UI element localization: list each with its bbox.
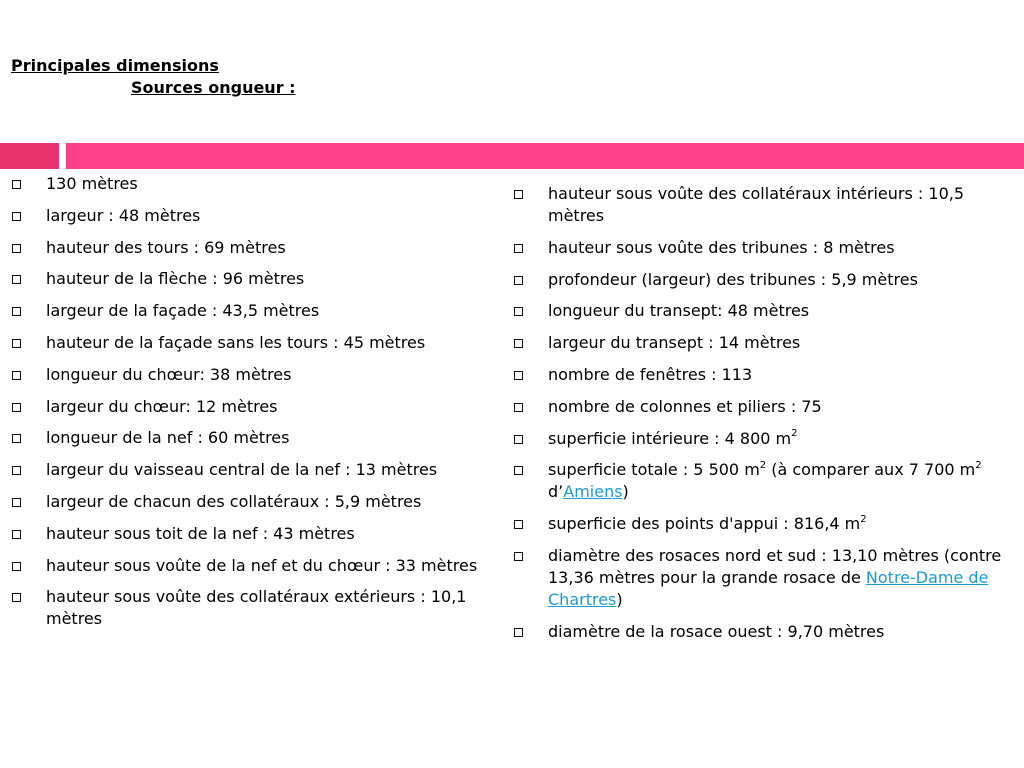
- heading-subtitle: [11, 77, 296, 99]
- square-bullet-icon: [514, 371, 523, 380]
- list-item: 130 mètres: [12, 173, 492, 195]
- square-bullet-icon: [514, 244, 523, 253]
- list-item: hauteur sous voûte de la nef et du chœur : 33 mètres: [12, 555, 492, 577]
- square-bullet-icon: [514, 403, 523, 412]
- square-bullet-icon: [12, 403, 21, 412]
- notre-dame-de-chartres-link[interactable]: Notre-Dame de Chartres: [548, 567, 989, 609]
- list-item: hauteur de la flèche : 96 mètres: [12, 268, 492, 290]
- list-item: profondeur (largeur) des tribunes : 5,9 mètres: [514, 269, 1014, 291]
- square-bullet-icon: [12, 498, 21, 507]
- heading-title: Principales dimensions: [11, 56, 219, 75]
- square-bullet-icon: [514, 435, 523, 444]
- square-bullet-icon: [514, 552, 523, 561]
- heading-subtitle-text: Sources ongueur :: [131, 78, 296, 97]
- right-dimensions-list: [514, 183, 1014, 653]
- list-item: largeur du transept : 14 mètres: [514, 332, 1014, 354]
- list-item: hauteur sous toit de la nef : 43 mètres: [12, 523, 492, 545]
- list-item: nombre de colonnes et piliers : 75: [514, 396, 1014, 418]
- square-bullet-icon: [12, 371, 21, 380]
- list-item: diamètre des rosaces nord et sud : 13,10 mètres (contre 13,36 mètres pour la grande rosace de Notre-Dame de Chartres): [514, 545, 1014, 611]
- square-bullet-icon: [514, 339, 523, 348]
- list-item: hauteur sous voûte des tribunes : 8 mètres: [514, 237, 1014, 259]
- square-bullet-icon: [12, 275, 21, 284]
- list-item: hauteur sous voûte des collatéraux intérieurs : 10,5 mètres: [514, 183, 1014, 227]
- list-item: nombre de fenêtres : 113: [514, 364, 1014, 386]
- list-item: largeur de chacun des collatéraux : 5,9 mètres: [12, 491, 492, 513]
- square-bullet-icon: [12, 339, 21, 348]
- square-bullet-icon: [514, 307, 523, 316]
- square-bullet-icon: [12, 530, 21, 539]
- square-bullet-icon: [12, 244, 21, 253]
- square-bullet-icon: [514, 628, 523, 637]
- list-item: hauteur sous voûte des collatéraux extérieurs : 10,1 mètres: [12, 586, 492, 630]
- square-bullet-icon: [12, 180, 21, 189]
- square-bullet-icon: [12, 212, 21, 221]
- list-item: hauteur de la façade sans les tours : 45 mètres: [12, 332, 492, 354]
- list-item: superficie des points d'appui : 816,4 $m^2$: [514, 513, 1014, 535]
- square-bullet-icon: [514, 466, 523, 475]
- square-bullet-icon: [12, 434, 21, 443]
- list-item: largeur du chœur: 12 mètres: [12, 396, 492, 418]
- list-item: superficie totale : 5 500 $m^2$ (à comparer aux 7 700 $m^2$ d’Amiens): [514, 459, 1014, 503]
- list-item: longueur du chœur: 38 mètres: [12, 364, 492, 386]
- square-bullet-icon: [12, 593, 21, 602]
- list-item: diamètre de la rosace ouest : 9,70 mètres: [514, 621, 1014, 643]
- square-bullet-icon: [514, 520, 523, 529]
- list-item: longueur de la nef : 60 mètres: [12, 427, 492, 449]
- list-item: longueur du transept: 48 mètres: [514, 300, 1014, 322]
- square-bullet-icon: [514, 276, 523, 285]
- slide-heading: [11, 55, 296, 99]
- left-dimensions-list: [12, 173, 492, 640]
- list-item: superficie intérieure : 4 800 $m^2$: [514, 428, 1014, 450]
- list-item: largeur : 48 mètres: [12, 205, 492, 227]
- list-item: largeur de la façade : 43,5 mètres: [12, 300, 492, 322]
- accent-bar-right: [66, 143, 1024, 169]
- amiens-link[interactable]: Amiens: [563, 482, 623, 502]
- square-bullet-icon: [12, 307, 21, 316]
- list-item: largeur du vaisseau central de la nef : 13 mètres: [12, 459, 492, 481]
- square-bullet-icon: [12, 466, 21, 475]
- square-bullet-icon: [12, 562, 21, 571]
- list-item: hauteur des tours : 69 mètres: [12, 237, 492, 259]
- square-bullet-icon: [514, 190, 523, 199]
- accent-bar-left: [0, 143, 59, 169]
